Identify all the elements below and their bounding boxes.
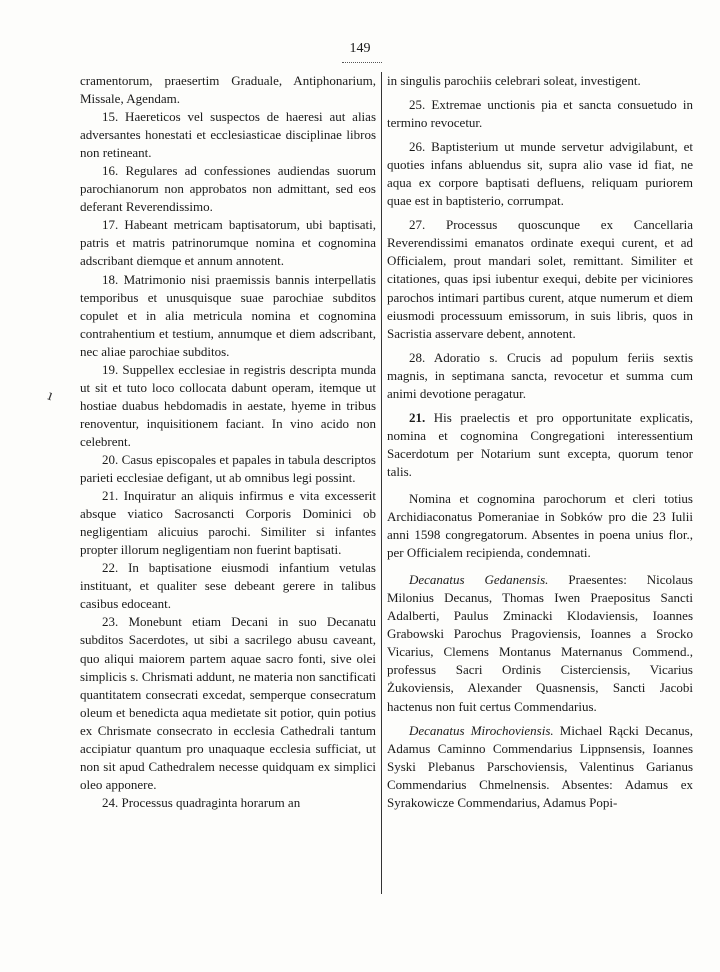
paragraph-15: 15. Haereticos vel suspectos de haeresi aut alias adversantes honestati et ecclesiasticae disciplinae libros non retineant. (80, 109, 376, 161)
paragraph-28: 28. Adoratio s. Crucis ad populum feriis sextis magnis, in septimana sancta, revocetur et summa cum animi devotione peragatur. (387, 349, 693, 401)
paragraph-25: 25. Extremae unctionis pia et sancta consuetudo in termino revocetur. (387, 97, 693, 131)
paragraph-21: 21. Inquiratur an aliquis infirmus e vita excesserit absque viatico Sacrosancti Corporis Dominici ob negligentiam alicuius parochi. Similiter si infantes propter illorum negligentiam non fuerint baptisati. (80, 488, 376, 558)
decanatus-heading: Decanatus Gedanensis. (409, 572, 549, 588)
right-column (387, 72, 693, 812)
margin-mark: ı (45, 387, 56, 405)
paragraph-24: 24. Processus quadraginta horarum an (102, 794, 301, 810)
paragraph-17: 17. Habeant metricam baptisatorum, ubi baptisati, patris et matris patrinorumque nomina et cognomina adscribant diemque et annum annotent. (80, 217, 376, 269)
paragraph-20: 20. Casus episcopales et papales in tabula descriptos parieti ecclesiae defigant, ut ab omnibus legi possint. (80, 451, 376, 486)
paragraph-18: 18. Matrimonio nisi praemissis bannis interpellatis temporibus et unusquisque suae parochiae subditos copulet et in alia metricula nomina et cognomina contrahentium et testium, annumque et diem adscribant, nec aliae parochiae subditos. (80, 271, 376, 359)
decanatus-text: Praesentes: Nicolaus Milonius Decanus, Thomas Iwen Praepositus Sancti Adalberti, Paulus Zminacki Klodaviensis, Ioannes Grabowski Parochus Pragoviensis, Ioannes a Srocko Vicarius, Clemens Montanus Maternanus Commend., professus Sacri Ordinis Cisterciensis, Vicarius Żukoviensis, Alexander Quasnensis, Sancti Jacobi hactenus non fuit certus Commendarius. (387, 572, 693, 714)
paragraph-27: 27. Processus quoscunque ex Cancellaria Reverendissimi emanatos ordinate exequi curent, et ad Officialem, prout mandari solet, remittant. Similiter et citationes, quas ipsi iubentur exequi, debite per viciniores parochos intimari partibus curent, atque numerum et diem eiusmodi processuum emissorum, in suis libris, quos in Sacristia asservare debent, annotent. (387, 217, 693, 341)
paragraph-23: 23. Monebunt etiam Decani in suo Decanatu subditos Sacerdotes, ut sibi a sacrilego abusu caveant, quo aliqui maiorem partem aquae sacro fonti, sive olei simplicis s. Chrismati addunt, ne materia non sanctificati quantitatem consecrati excedat, semperque consecratum oleum et benedicta aqua medietate sit potior, quin potius ex Chrismate consecrato in ecclesia Cathedrali tantum accipiatur quantum pro unaquaque ecclesia sufficiat, ut non sit apud Cathedralem necesse quidquam ex simplici oleo apponere. (80, 614, 376, 792)
decanatus-text: Michael Rącki Decanus, Adamus Caminno Commendarius Lippnsensis, Ioannes Syski Plebanus Parschoviensis, Valentinus Garianus Commendarius Chmelnensis. Absentes: Adamus ex Syrakowicze Commendarius, Adamus Popi- (387, 722, 693, 810)
paragraph: in singulis parochiis celebrari soleat, investigent. (387, 73, 641, 88)
section-text: His praelectis et pro opportunitate explicatis, nomina et cognomina Congregationi interessentium Sacerdotum per Notarium sunt excepta, quorum tenor talis. (387, 409, 693, 479)
page-number: 149 (349, 41, 371, 56)
paragraph-22: 22. In baptisatione eiusmodi infantium vetulas instituant, et qualiter sese debeant gerere in talibus casibus edoceant. (80, 560, 376, 612)
left-column (80, 72, 376, 812)
paragraph-section-21 (387, 409, 693, 481)
page-number-ornament (342, 59, 382, 63)
nomina-paragraph: Nomina et cognomina parochorum et cleri totius Archidiaconatus Pomeraniae in Sobków pro die 23 Iulii anni 1598 congregatorum. Absentes in poena unius flor., per Officialem recipienda, condemnati. (387, 490, 693, 561)
paragraph-16: 16. Regulares ad confessiones audiendas suorum parochianorum non approbatos non admittant, sed eos deferant Reverendissimo. (80, 163, 376, 215)
decanatus-mirochoviensis (387, 722, 693, 812)
decanatus-gedanensis (387, 571, 693, 715)
column-divider (381, 72, 382, 894)
section-number: 21. (409, 409, 426, 425)
paragraph: cramentorum, praesertim Graduale, Antiphonarium, Missale, Agendam. (80, 73, 376, 107)
paragraph-26: 26. Baptisterium ut munde servetur advigilabunt, et quoties infans abluendus sit, supra alio vase id fiat, ne aqua ex corpore baptisati defluens, reliquam puriorem quae est in baptisterio, corrumpat. (387, 139, 693, 209)
decanatus-heading: Decanatus Mirochoviensis. (409, 722, 554, 738)
paragraph-19: 19. Suppellex ecclesiae in registris descripta munda ut sit et tuto loco collocata dabunt operam, itemque ut hostiae duabus hebdomadis in aestate, hyeme in tribus renoventur, inquisitionem faciant. In vino acido non celebrent. (80, 361, 376, 449)
